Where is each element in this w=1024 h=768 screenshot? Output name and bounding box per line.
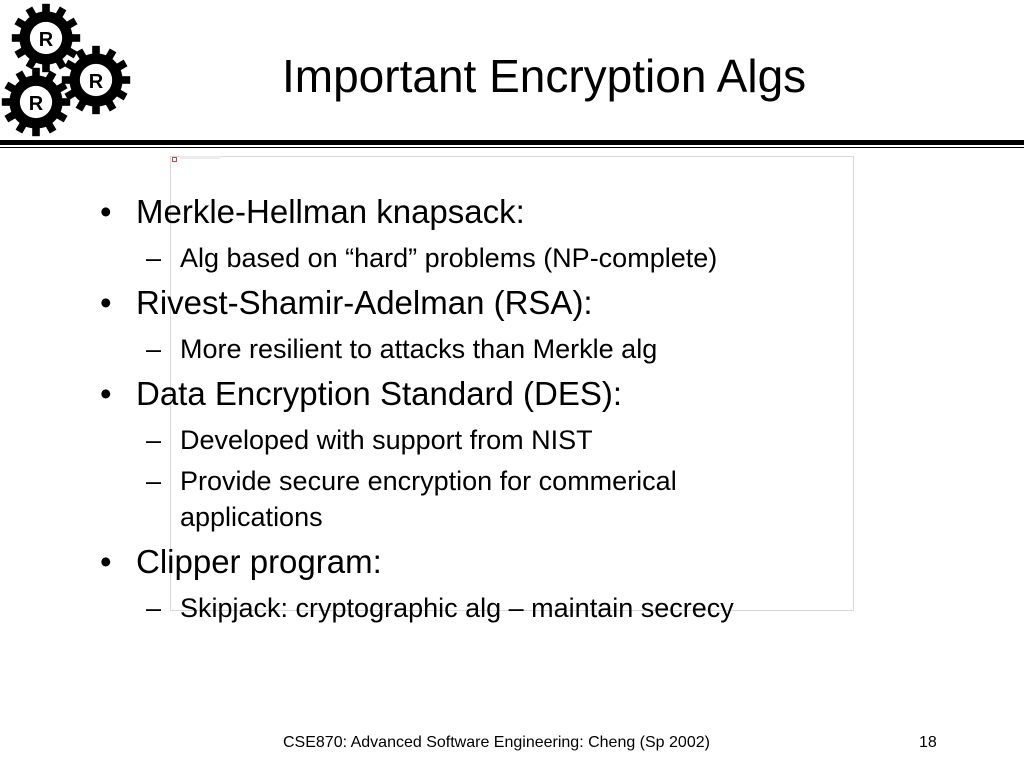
gears-logo-icon xyxy=(0,0,140,140)
logo-letter: R xyxy=(38,29,54,51)
bullet-list xyxy=(100,190,980,631)
bullet-marker: • xyxy=(100,543,112,580)
sub-bullet-item xyxy=(100,463,820,535)
sub-bullet-text: More resilient to attacks than Merkle alg xyxy=(180,334,658,364)
bullet-marker: • xyxy=(100,284,112,321)
sub-bullet-item xyxy=(100,590,980,626)
logo-letter: R xyxy=(28,93,44,115)
title-divider xyxy=(0,140,1024,145)
bullet-text: Merkle-Hellman knapsack: xyxy=(136,193,525,230)
sub-bullet-item xyxy=(100,240,980,276)
sub-bullet-text: Skipjack: cryptographic alg – maintain secrecy xyxy=(180,593,734,623)
frame-caption xyxy=(180,156,220,159)
sub-bullet-marker: – xyxy=(146,466,162,496)
title-divider-thin xyxy=(0,147,1024,148)
page-number: 18 xyxy=(919,734,937,751)
broken-image-icon xyxy=(172,157,177,162)
sub-bullet-text: Alg based on “hard” problems (NP-complete) xyxy=(180,243,718,273)
sub-bullet-item xyxy=(100,331,980,367)
logo-letter: R xyxy=(88,71,104,93)
sub-bullet-item xyxy=(100,422,980,458)
slide-title: Important Encryption Algs xyxy=(282,50,807,102)
bullet-text: Rivest-Shamir-Adelman (RSA): xyxy=(136,284,593,321)
bullet-item xyxy=(100,190,980,234)
bullet-marker: • xyxy=(100,193,112,230)
footer-text: CSE870: Advanced Software Engineering: Cheng (Sp 2002) xyxy=(283,734,710,751)
sub-bullet-marker: – xyxy=(146,243,162,273)
bullet-item xyxy=(100,281,980,325)
sub-bullet-text: Developed with support from NIST xyxy=(180,425,593,455)
bullet-item xyxy=(100,372,980,416)
bullet-text: Clipper program: xyxy=(136,543,382,580)
bullet-item xyxy=(100,540,980,584)
sub-bullet-text: Provide secure encryption for commerical applications xyxy=(180,466,677,532)
sub-bullet-marker: – xyxy=(146,593,162,623)
sub-bullet-marker: – xyxy=(146,425,162,455)
bullet-marker: • xyxy=(100,375,112,412)
bullet-text: Data Encryption Standard (DES): xyxy=(136,375,623,412)
sub-bullet-marker: – xyxy=(146,334,162,364)
